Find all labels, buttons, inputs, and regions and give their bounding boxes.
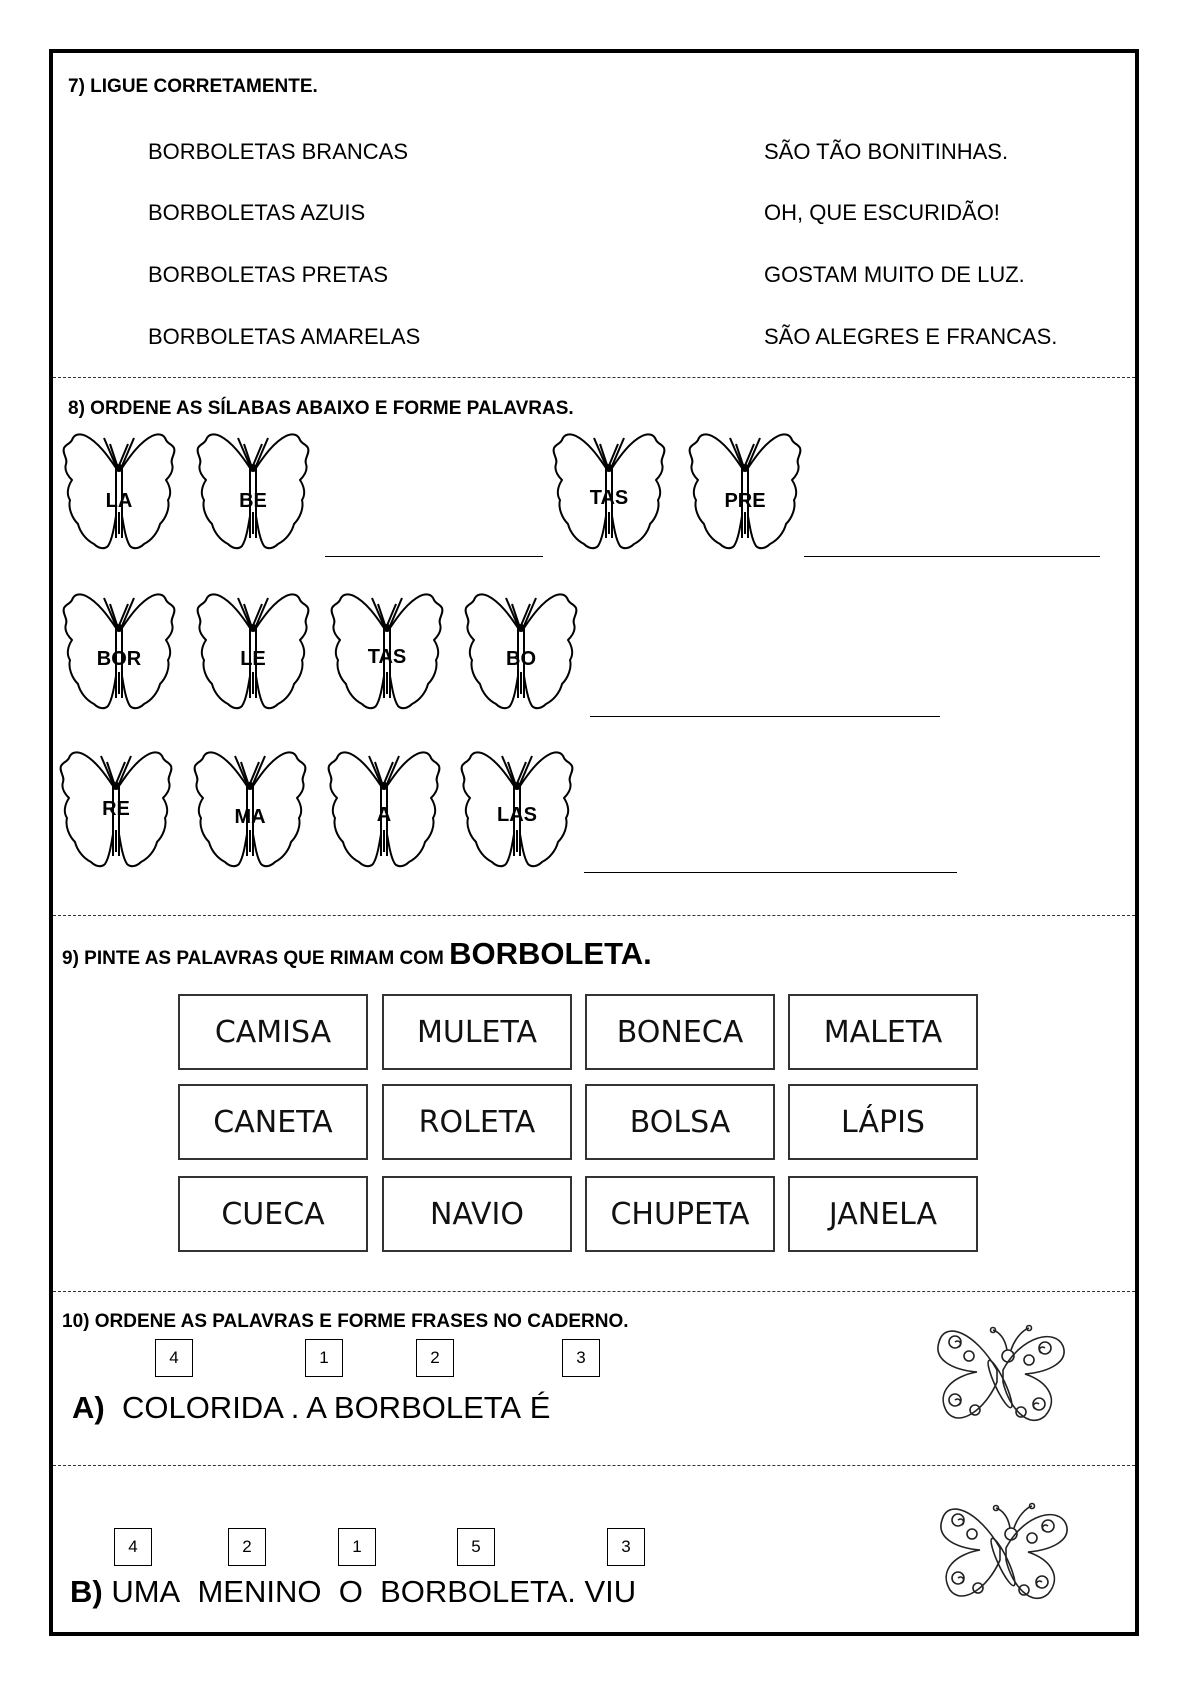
word-cell[interactable]: CANETA [178, 1084, 368, 1160]
word-cell[interactable]: CHUPETA [585, 1176, 775, 1252]
syllable-label: BE [239, 490, 267, 512]
sentence-b-label: B) [70, 1574, 103, 1609]
word-token: MENINO [197, 1574, 322, 1609]
q7-right-item: OH, QUE ESCURIDÃO! [764, 200, 1000, 225]
butterfly-card [684, 428, 806, 556]
syllable-label: LA [105, 490, 133, 512]
word-token: A [306, 1390, 326, 1425]
q7-left-item: BORBOLETAS AMARELAS [148, 324, 421, 349]
order-number-box: 2 [416, 1339, 454, 1377]
butterfly-card [192, 428, 314, 556]
syllable-label: MA [234, 806, 266, 828]
word-token: BORBOLETA [333, 1390, 522, 1425]
section-divider [53, 1291, 1135, 1292]
butterfly-card [323, 746, 445, 874]
butterfly-card [192, 588, 314, 716]
answer-line[interactable] [590, 716, 940, 717]
word-cell[interactable]: LÁPIS [788, 1084, 978, 1160]
order-number-box: 3 [562, 1339, 600, 1377]
butterfly-card [58, 588, 180, 716]
word-cell[interactable]: JANELA [788, 1176, 978, 1252]
syllable-label: TAS [589, 487, 629, 509]
sentence-a [72, 1390, 550, 1426]
syllable-label: LAS [497, 804, 537, 826]
q7-left-item: BORBOLETAS BRANCAS [148, 139, 408, 164]
order-number-box: 1 [338, 1528, 376, 1566]
butterfly-card [58, 428, 180, 556]
order-number-box: 4 [155, 1339, 193, 1377]
q8-title: 8) ORDENE AS SÍLABAS ABAIXO E FORME PALAVRAS. [68, 398, 574, 419]
q7-right-item: SÃO ALEGRES E FRANCAS. [764, 324, 1058, 349]
word-cell[interactable]: BOLSA [585, 1084, 775, 1160]
word-cell[interactable]: MULETA [382, 994, 572, 1070]
word-cell[interactable]: CAMISA [178, 994, 368, 1070]
decorative-butterfly-icon [925, 1312, 1075, 1432]
butterfly-card [456, 746, 578, 874]
butterfly-card [460, 588, 582, 716]
sentence-b [70, 1574, 636, 1610]
order-number-box: 3 [607, 1528, 645, 1566]
butterfly-card [326, 588, 448, 716]
word-token: VIU [584, 1574, 637, 1609]
butterfly-card [189, 746, 311, 874]
word-token: O [338, 1574, 363, 1609]
answer-line[interactable] [584, 872, 957, 873]
word-cell[interactable]: NAVIO [382, 1176, 572, 1252]
syllable-label: PRE [724, 490, 766, 512]
syllable-label: LE [240, 648, 266, 670]
q7-left-item: BORBOLETAS AZUIS [148, 200, 366, 225]
decorative-butterfly-icon [928, 1490, 1078, 1610]
q7-right-item: GOSTAM MUITO DE LUZ. [764, 262, 1025, 287]
section-divider [53, 1465, 1135, 1466]
q7-title: 7) LIGUE CORRETAMENTE. [68, 76, 318, 97]
order-number-box: 5 [457, 1528, 495, 1566]
sentence-a-label: A) [72, 1390, 105, 1425]
q7-right-item: SÃO TÃO BONITINHAS. [764, 139, 1009, 164]
section-divider [53, 377, 1135, 378]
butterfly-card [548, 428, 670, 556]
syllable-label: A [376, 804, 392, 826]
order-number-box: 2 [228, 1528, 266, 1566]
word-cell[interactable]: MALETA [788, 994, 978, 1070]
q7-left-item: BORBOLETAS PRETAS [148, 262, 389, 287]
q9-title [62, 936, 652, 972]
word-cell[interactable]: ROLETA [382, 1084, 572, 1160]
q9-title-word: BORBOLETA. [449, 936, 652, 971]
word-token: BORBOLETA. [380, 1574, 576, 1609]
word-token: UMA [111, 1574, 181, 1609]
word-cell[interactable]: BONECA [585, 994, 775, 1070]
butterfly-card [55, 746, 177, 874]
order-number-box: 1 [305, 1339, 343, 1377]
word-cell[interactable]: CUECA [178, 1176, 368, 1252]
section-divider [53, 915, 1135, 916]
syllable-label: TAS [367, 646, 407, 668]
answer-line[interactable] [325, 556, 543, 557]
word-token: COLORIDA . [121, 1390, 300, 1425]
syllable-label: BO [506, 648, 536, 670]
word-token: É [529, 1390, 551, 1425]
syllable-label: BOR [96, 648, 142, 670]
q9-title-prefix: 9) PINTE AS PALAVRAS QUE RIMAM COM [62, 948, 444, 969]
answer-line[interactable] [804, 556, 1100, 557]
q10-title: 10) ORDENE AS PALAVRAS E FORME FRASES NO CADERNO. [62, 1311, 629, 1332]
order-number-box: 4 [114, 1528, 152, 1566]
syllable-label: RE [102, 798, 130, 820]
